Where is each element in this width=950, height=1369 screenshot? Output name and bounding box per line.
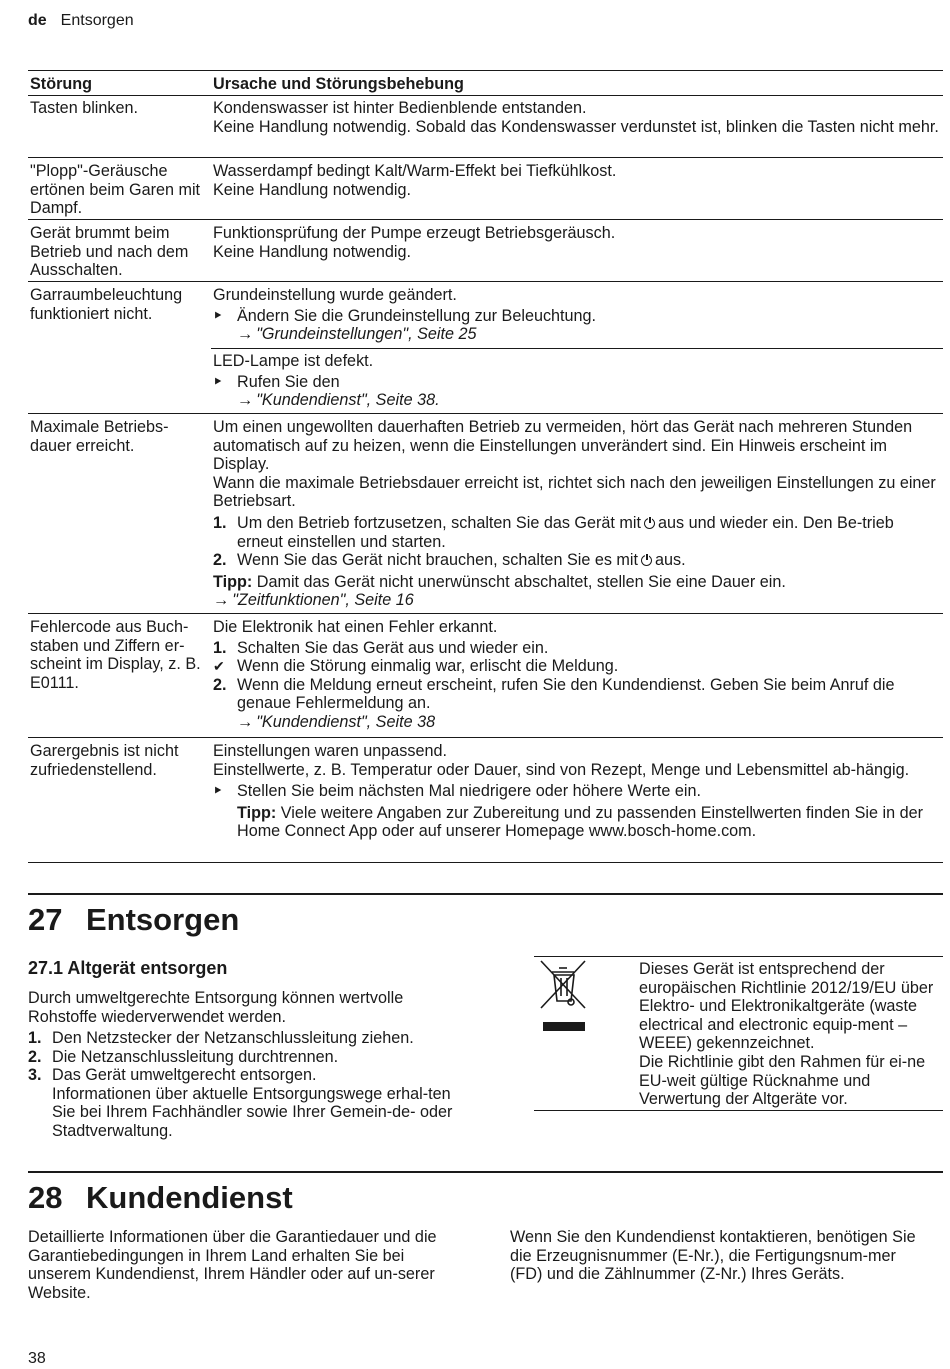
power-icon bbox=[644, 518, 655, 529]
section-number: 28 bbox=[28, 1180, 63, 1215]
step-text: Den Netzstecker der Netzanschlussleitung ziehen. bbox=[52, 1029, 414, 1047]
weee-text bbox=[639, 960, 939, 1109]
row6-result-text: Wenn die Störung einmalig war, erlischt die Meldung. bbox=[237, 657, 619, 676]
row1-cause-text: Kondenswasser ist hinter Bedienblende entstanden. bbox=[213, 99, 587, 117]
section-title: Entsorgen bbox=[86, 902, 240, 937]
box-bottom-rule bbox=[534, 1110, 943, 1111]
table-top-rule bbox=[28, 70, 943, 71]
row4-problem: Garraumbeleuchtung funktioniert nicht. bbox=[30, 286, 183, 323]
step-number: 3. bbox=[28, 1066, 42, 1085]
row4-reference-text: "Grundeinstellungen", Seite 25 bbox=[256, 325, 477, 344]
table-bottom-rule bbox=[28, 862, 943, 863]
row5-step1-text-b: aus und wieder ein. Den Be-trieb erneut einstellen und starten. bbox=[237, 513, 894, 551]
section-rule bbox=[28, 1171, 943, 1173]
row5-reference-text: "Zeitfunktionen", Seite 16 bbox=[232, 591, 414, 610]
step-number: 1. bbox=[28, 1029, 42, 1047]
language-code: de bbox=[28, 12, 47, 29]
row6-result bbox=[213, 657, 941, 676]
row3-cause-text: Funktionsprüfung der Pumpe erzeugt Betriebsgeräusch. bbox=[213, 224, 616, 242]
page-number: 38 bbox=[28, 1350, 46, 1367]
tip-label: Tipp: bbox=[237, 803, 277, 822]
row3-remedy-text: Keine Handlung notwendig. bbox=[213, 242, 411, 261]
subsection-number: 27.1 bbox=[28, 958, 64, 978]
step-number: 2. bbox=[213, 551, 227, 570]
step-text: Das Gerät umweltgerecht entsorgen. bbox=[52, 1066, 317, 1085]
step-note: Informationen über aktuelle Entsorgungswege erhal-ten Sie bei Ihrem Fachhändler sowie Ihrer Gemein-de- oder Stadtverwaltung. bbox=[52, 1084, 453, 1140]
row5-step1 bbox=[213, 514, 941, 551]
row5-step1-text-a: Um den Betrieb fortzusetzen, schalten Sie das Gerät mit bbox=[237, 513, 641, 532]
step-number: 1. bbox=[213, 513, 227, 532]
subsection-27-1-heading bbox=[28, 957, 227, 979]
step-number: 2. bbox=[213, 675, 227, 694]
tip-label: Tipp: bbox=[213, 572, 253, 591]
weee-paragraph-1: Dieses Gerät ist entsprechend der europäischen Richtlinie 2012/19/EU über Elektro- und Elektronikaltgeräte (waste electrical and electronic equip-ment – WEEE) gekennzeichnet. bbox=[639, 960, 934, 1053]
step-number: 1. bbox=[213, 638, 227, 657]
row5-problem: Maximale Betriebs-dauer erreicht. bbox=[30, 418, 169, 455]
subsection-title: Altgerät entsorgen bbox=[67, 958, 228, 978]
row6-reference-link[interactable] bbox=[237, 713, 941, 732]
page-header bbox=[28, 12, 134, 31]
row7-text: Einstellwerte, z. B. Temperatur oder Dauer, sind von Rezept, Menge und Lebensmittel ab-hängig. bbox=[213, 760, 910, 779]
list-item bbox=[28, 1048, 458, 1067]
row-rule bbox=[28, 737, 943, 738]
step-text: Die Netzanschlussleitung durchtrennen. bbox=[52, 1047, 339, 1066]
row1-remedy-text: Keine Handlung notwendig. Sobald das Kondenswasser verdunstet ist, blinken die Tasten nicht mehr. bbox=[213, 117, 939, 136]
row6-step2-text: Wenn die Meldung erneut erscheint, rufen Sie den Kundendienst. Geben Sie beim Anruf die genaue Fehlermeldung an. bbox=[237, 675, 895, 713]
row5-step2-text-a: Wenn Sie das Gerät nicht brauchen, schalten Sie es mit bbox=[237, 551, 639, 570]
step-number: 2. bbox=[28, 1047, 42, 1066]
arrow-icon: → bbox=[237, 325, 254, 344]
section-28-left-paragraph: Detaillierte Informationen über die Garantiedauer und die Garantiebedingungen in Ihrem Land erhalten Sie bei unserem Kundendienst, Ihrem Händler oder auf un-serer Website. bbox=[28, 1228, 437, 1302]
row5-text: Um einen ungewollten dauerhaften Betrieb zu vermeiden, hört das Gerät nach mehreren Stunden automatisch auf zu heizen, wenn die Einstellungen unverändert sind. Ein Hinweis erscheint im Display. bbox=[213, 418, 913, 474]
disposal-steps bbox=[28, 1029, 458, 1141]
row3-remedy bbox=[213, 224, 941, 261]
row5-text2: Wann die maximale Betriebsdauer erreicht ist, richtet sich nach den jeweiligen Einstellungen zu einer Betriebsart. bbox=[213, 473, 936, 511]
arrow-icon: → bbox=[213, 591, 230, 610]
row1-remedy bbox=[213, 99, 941, 136]
row-rule bbox=[28, 413, 943, 414]
row6-step1 bbox=[213, 639, 941, 658]
row2-remedy bbox=[213, 162, 941, 199]
row7-tip bbox=[237, 804, 941, 841]
row6-step1-text: Schalten Sie das Gerät aus und wieder ein. bbox=[237, 638, 549, 657]
list-item bbox=[28, 1066, 458, 1140]
row4-reference2-link[interactable] bbox=[237, 391, 941, 410]
row2-cause-text: Wasserdampf bedingt Kalt/Warm-Effekt bei Tiefkühlkost. bbox=[213, 162, 617, 180]
row5-step2-text-b: aus. bbox=[655, 551, 686, 570]
row4-cause-text: Grundeinstellung wurde geändert. bbox=[213, 286, 457, 304]
row7-cause-text: Einstellungen waren unpassend. bbox=[213, 742, 447, 760]
row2-remedy-text: Keine Handlung notwendig. bbox=[213, 180, 411, 199]
section-number: 27 bbox=[28, 902, 63, 937]
row4-step bbox=[213, 307, 941, 344]
running-title: Entsorgen bbox=[60, 12, 134, 29]
header-rule bbox=[28, 95, 943, 96]
crossed-out-wheelie-bin-icon bbox=[538, 958, 588, 1038]
section-28-heading bbox=[28, 1180, 293, 1216]
row6-cause-text: Die Elektronik hat einen Fehler erkannt. bbox=[213, 618, 498, 636]
row4-cause2-text: LED-Lampe ist defekt. bbox=[213, 352, 374, 370]
row1-problem: Tasten blinken. bbox=[30, 99, 138, 117]
row5-remedy bbox=[213, 418, 941, 610]
weee-paragraph-2: Die Richtlinie gibt den Rahmen für ei-ne EU-weit gültige Rücknahme und Verwertung der Altgeräte vor. bbox=[639, 1052, 926, 1109]
column-header-problem: Störung bbox=[30, 75, 93, 93]
row4-remedy-a bbox=[213, 286, 941, 344]
row6-step2 bbox=[213, 676, 941, 732]
arrow-icon: → bbox=[237, 391, 254, 410]
weee-notice bbox=[534, 956, 943, 1110]
section-27-intro: Durch umweltgerechte Entsorgung können wertvolle Rohstoffe wiederverwendet werden. bbox=[28, 989, 404, 1026]
sub-row-rule bbox=[211, 348, 943, 349]
row7-remedy bbox=[213, 742, 941, 841]
row-rule bbox=[28, 157, 943, 158]
row-rule bbox=[28, 219, 943, 220]
row7-problem: Garergebnis ist nicht zufriedenstellend. bbox=[30, 742, 179, 779]
row4-reference-link[interactable] bbox=[237, 325, 941, 344]
column-header-cause: Ursache und Störungsbehebung bbox=[213, 75, 464, 93]
section-28-right-paragraph: Wenn Sie den Kundendienst kontaktieren, benötigen Sie die Erzeugnisnummer (E-Nr.), die Fertigungsnum-mer (FD) und die Zählnummer (Z-Nr.) Ihres Geräts. bbox=[510, 1228, 916, 1284]
row5-tip-text: Damit das Gerät nicht unerwünscht abschaltet, stellen Sie eine Dauer ein. bbox=[256, 572, 786, 591]
section-27-heading bbox=[28, 902, 239, 938]
bullet-marker: ‣ bbox=[213, 372, 223, 391]
row5-reference-link[interactable] bbox=[213, 591, 941, 610]
row4-step2-text: Rufen Sie den bbox=[237, 372, 340, 391]
section-title: Kundendienst bbox=[86, 1180, 293, 1215]
list-item bbox=[28, 1029, 458, 1048]
bullet-marker: ‣ bbox=[213, 782, 223, 801]
row7-tip-text: Viele weitere Angaben zur Zubereitung und zu passenden Einstellwerten finden Sie in der Home Connect App oder auf unserer Homepage www.bosch-home.com. bbox=[237, 803, 923, 841]
row2-problem: "Plopp"-Geräusche ertönen beim Garen mit Dampf. bbox=[30, 162, 201, 218]
row7-step bbox=[213, 782, 941, 841]
row5-step2 bbox=[213, 551, 941, 570]
power-icon bbox=[641, 555, 652, 566]
bullet-marker: ‣ bbox=[213, 306, 223, 325]
row4-reference2-text: "Kundendienst", Seite 38. bbox=[256, 391, 440, 410]
section-rule bbox=[28, 893, 943, 895]
check-icon: ✔ bbox=[213, 658, 225, 675]
row7-step-text: Stellen Sie beim nächsten Mal niedrigere oder höhere Werte ein. bbox=[237, 782, 702, 801]
row4-step-text: Ändern Sie die Grundeinstellung zur Beleuchtung. bbox=[237, 306, 597, 325]
row-rule bbox=[28, 281, 943, 282]
row5-tip bbox=[213, 573, 941, 592]
row4-remedy-b bbox=[213, 352, 941, 410]
row6-remedy bbox=[213, 618, 941, 732]
row4-step2 bbox=[213, 373, 941, 410]
arrow-icon: → bbox=[237, 712, 254, 731]
box-top-rule bbox=[534, 956, 943, 957]
row6-reference-text: "Kundendienst", Seite 38 bbox=[256, 712, 436, 731]
row-rule bbox=[28, 613, 943, 614]
row6-problem: Fehlercode aus Buch-staben und Ziffern er-scheint im Display, z. B. E0111. bbox=[30, 618, 201, 692]
row3-problem: Gerät brummt beim Betrieb und nach dem Ausschalten. bbox=[30, 224, 189, 280]
